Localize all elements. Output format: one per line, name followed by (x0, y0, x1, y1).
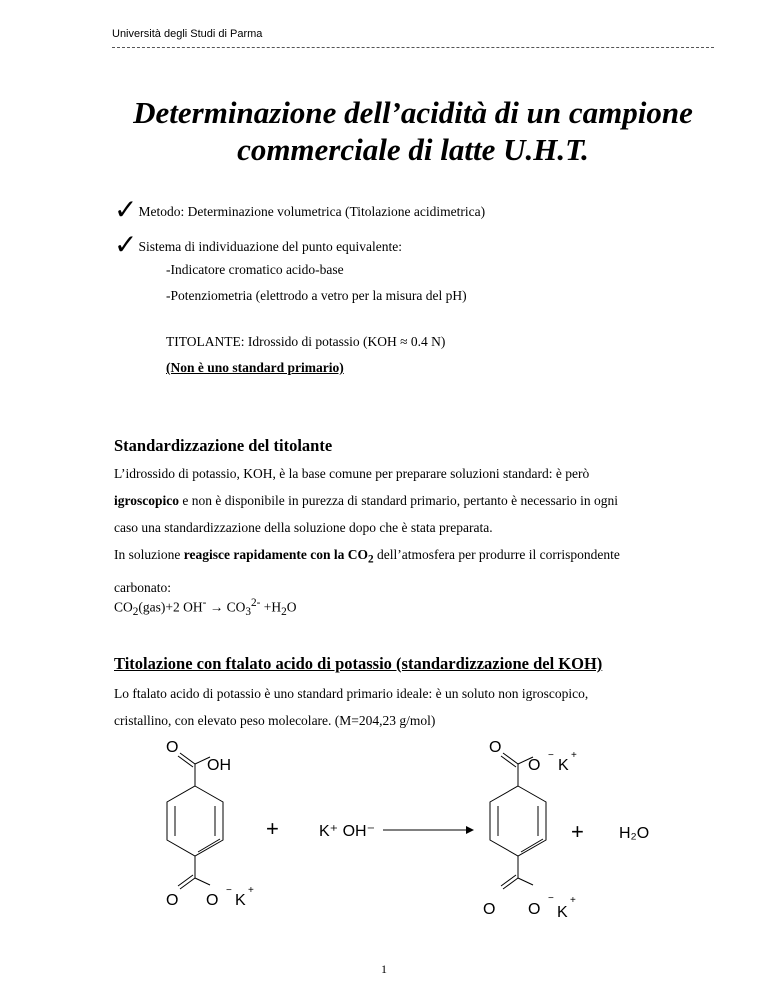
title-line-2: commerciale di latte U.H.T. (237, 132, 589, 167)
header-institution: Università degli Studi di Parma (112, 28, 263, 40)
section-heading-standardization: Standardizzazione del titolante (114, 436, 333, 455)
titolante-text: TITOLANTE: Idrossido di potassio (KOH ≈ 0.4 N) (166, 334, 446, 349)
label-minus: − (548, 750, 554, 761)
title-line-1: Determinazione dell’acidità di un campione (133, 95, 693, 130)
product-water: H₂O (619, 825, 650, 842)
label-o: O (489, 739, 502, 756)
label-plus: + (248, 885, 254, 896)
label-plus: + (571, 750, 577, 761)
sub-item-indicator: -Indicatore cromatico acido-base (166, 262, 344, 277)
checkmark-icon: ✓ (114, 228, 138, 261)
label-k: K (557, 904, 568, 921)
label-minus: − (548, 893, 554, 904)
label-o: O (166, 739, 179, 756)
plus-sign: + (266, 816, 279, 841)
paragraph-phthalate: Lo ftalato acido di potassio è uno standard primario ideale: è un soluto non igroscopico, cristallino, con elevato peso molecolare. (M=204,23 g/mol) (114, 686, 589, 728)
plus-sign: + (571, 819, 584, 844)
label-o: O (483, 901, 496, 918)
sub-item-potentiometry: -Potenziometria (elettrodo a vetro per la misura del pH) (166, 288, 467, 303)
label-o: O (528, 757, 541, 774)
label-plus: + (570, 895, 576, 906)
label-o: O (166, 892, 179, 909)
paragraph-koh: L’idrossido di potassio, KOH, è la base comune per preparare soluzioni standard: è però igroscopico e non è disponibile in purezza di standard primario, pertanto è necessario in ogni caso una standardizzazione della soluzione dopo che è stata preparata. In soluzione reagisce rapidamente con la $CO_2$ dell’atmosfera per produrre il corrispondente carbonato: (114, 466, 620, 595)
label-k: K (558, 757, 569, 774)
label-k: K (235, 892, 246, 909)
label-o: O (528, 901, 541, 918)
page-number: 1 (381, 962, 387, 976)
label-minus: − (226, 885, 232, 896)
reagent-koh: K⁺ OH⁻ (319, 823, 376, 840)
carbonate-equation: $CO_2(gas)+2$ $OH^- \to CO_3^{2-} +H_2O$ (114, 597, 297, 619)
label-oh: OH (207, 757, 231, 774)
check-label: Sistema di individuazione del punto equivalente: (138, 239, 403, 254)
checkmark-icon: ✓ (114, 193, 138, 226)
titolante-note: (Non è uno standard primario) (166, 360, 344, 375)
label-o: O (206, 892, 219, 909)
section-heading-titration: Titolazione con ftalato acido di potassio (standardizzazione del KOH) (114, 654, 603, 673)
reaction-arrow-head (466, 826, 474, 834)
check-label: Metodo: Determinazione volumetrica (Titolazione acidimetrica) (138, 204, 486, 219)
